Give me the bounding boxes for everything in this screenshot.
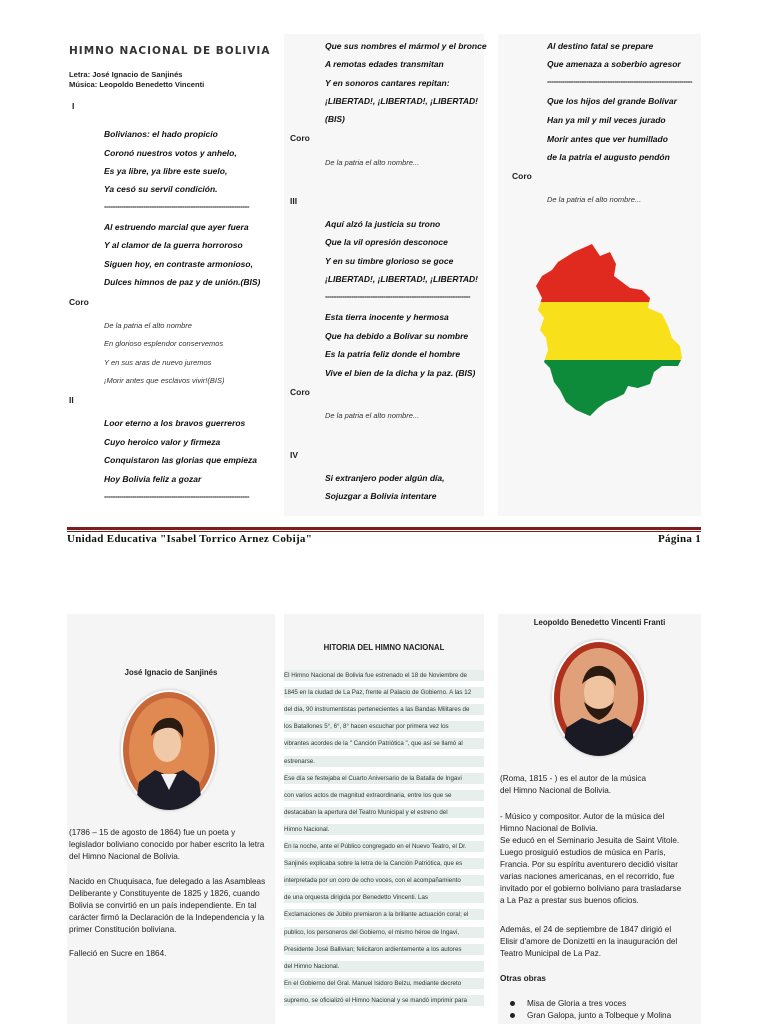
history-line: En la noche, ante el Público congregado en el Nuevo Teatro, el Dr. [284,841,484,852]
verse-line: Esta tierra inocente y hermosa [325,312,449,322]
history-line: 1845 en la ciudad de La Paz, frente al Palacio de Gobierno. A las 12 [284,687,484,698]
verse-line: Si extranjero poder algún día, [325,473,445,483]
stanza-number-1: I [72,101,75,111]
verse-line: Morir antes que ver humillado [547,134,668,144]
lyrics-column-2 [284,34,487,516]
history-line: Ese día se festejaba el Cuarto Aniversario de la Batalla de Ingavi [284,773,484,784]
verse-line: Ya cesó su servil condición. [104,184,218,194]
footer-page-number: Página 1 [658,533,702,545]
panel-heading: Leopoldo Benedetto Vincenti Franti [533,618,666,627]
verse-line: Y en sonoros cantares repitan: [325,78,450,88]
verse-line: Que la vil opresión desconoce [325,237,448,247]
flag-yellow-band [534,302,686,360]
chorus-line: En glorioso esplendor conservemos [104,339,224,348]
history-line: del Himno Nacional. [284,961,484,972]
verse-line: Al estruendo marcial que ayer fuera [104,222,249,232]
history-line: estrenarse. [284,756,484,767]
history-line: los Batallones 5°, 6°, 8° hacen escuchar por primera vez los [284,721,484,732]
lyrics-column-1 [67,34,275,516]
chorus-line: ¡Morir antes que esclavos vivir!(BIS) [104,376,225,385]
chorus-label: Coro [290,387,310,397]
verse-line: de la patria el augusto pendón [547,152,670,162]
vincenti-portrait [552,640,646,756]
other-works-heading: Otras obras [500,974,546,983]
verse-line: Que los hijos del grande Bolívar [547,96,677,106]
other-works-list [510,998,671,1022]
verse-line: Sojuzgar a Bolivia intentare [325,491,437,501]
verse-line: Siguen hoy, en contraste armonioso, [104,259,253,269]
bio-line: Luego prosiguió estudios de música en París, [500,848,666,857]
list-item [510,998,671,1010]
work-title: Gran Galopa, junto a Tolbeque y Molina [527,1011,672,1020]
chorus-label: Coro [512,171,532,181]
history-line: Presidente José Ballivian; felicitaron ardientemente a los autores [284,944,484,955]
bio-line: del Himno Nacional de Bolivia. [500,786,612,795]
history-line: publico, los personeros del Gobierno, el mismo héroe de Ingavi, [284,927,484,938]
verse-line: (BIS) [325,114,345,124]
stanza-number-2: II [69,395,74,405]
flag-red-band [534,242,686,302]
sanjines-portrait [121,690,217,810]
history-line: Exclamaciones de Júbilo premiaron a la brillante actuación coral; el [284,909,484,920]
bio-line: - Músico y compositor. Autor de la música del [500,812,665,821]
anthem-title: HIMNO NACIONAL DE BOLIVIA [69,45,271,57]
bullet-icon [510,1001,515,1006]
bio-line: Bolivia se convirtió en un país independiente. En tal [69,901,257,910]
stanza-number-4: IV [290,450,299,460]
history-line: Sanjinés explicaba sobre la letra de la Canción Patriótica, que es [284,858,484,869]
verse-line: Al destino fatal se prepare [547,41,654,51]
bio-line: Himno Nacional de Bolivia. [500,824,598,833]
verse-line: A remotas edades transmitan [325,59,444,69]
bio-line: varias naciones americanas, en el recorrido, fue [500,872,675,881]
bio-line: Falleció en Sucre en 1864. [69,949,167,958]
footer-school: Unidad Educativa "Isabel Torrico Arnez Cobija" [67,533,313,545]
list-item [510,1010,671,1022]
sanjines-panel [67,614,275,1024]
history-line: supremo, se oficializó el Himno Nacional y se mandó imprimir para [284,995,484,1006]
verse-line: Loor eterno a los bravos guerreros [104,418,246,428]
verse-line: Coronó nuestros votos y anhelo, [104,148,237,158]
history-line: interpretada por un coro de ocho voces, con el acompañamiento [284,875,484,886]
bio-line: legislador boliviano conocido por haber escrito la letra [69,840,265,849]
bio-line: (1786 – 15 de agosto de 1864) fue un poeta y [69,828,236,837]
verse-line: Cuyo heroico valor y firmeza [104,437,221,447]
separator-dashes: ------------------------------------------------------------------- [104,492,249,501]
chorus-label: Coro [69,297,89,307]
stanza-number-3: III [290,196,298,206]
verse-line: Conquistaron las glorias que empieza [104,455,258,465]
panel-heading: José Ignacio de Sanjinés [124,668,218,677]
separator-dashes: ------------------------------------------------------------------- [104,202,249,211]
lyrics-author: Letra: José Ignacio de Sanjinés [69,70,183,79]
verse-line: Han ya mil y mil veces jurado [547,115,666,125]
flag-green-band [534,360,686,418]
history-line: del día, 90 instrumentistas pertenecientes a las Bandas Militares de [284,704,484,715]
verse-line: Aquí alzó la justicia su trono [325,219,441,229]
verse-line: Hoy Bolivia feliz a gozar [104,474,202,484]
lyrics-column-3 [498,34,701,516]
bio-line: primer Constitución boliviana. [69,925,177,934]
history-line: vibrantes acordes de la " Canción Patriótica ", que así se llamó al [284,738,484,749]
bio-line: Francia. Por su espíritu aventurero decidió visitar [500,860,678,869]
verse-line: Es la patria feliz donde el hombre [325,349,461,359]
history-line: con varios actos de magnitud extraordinaria, entre los que se [284,790,484,801]
bio-line: Se educó en el Seminario Jesuita de Saint Vitole. [500,836,680,845]
verse-line: Y al clamor de la guerra horroroso [104,240,243,250]
history-title: HITORIA DEL HIMNO NACIONAL [323,643,445,652]
chorus-line: De la patria el alto nombre... [547,195,642,204]
bio-line: Elisir d'amore de Donizetti en la inauguración del [500,937,678,946]
bio-line: del Himno Nacional de Bolivia. [69,852,181,861]
footer-rule-thin [67,531,701,532]
bio-line: Teatro Municipal de La Paz. [500,949,602,958]
verse-line: Que sus nombres el mármol y el bronce [325,41,487,51]
work-title: Misa de Gloria a tres voces [527,999,627,1008]
verse-line: Bolivianos: el hado propicio [104,129,218,139]
chorus-line: De la patria el alto nombre [104,321,192,330]
history-line: destacaban la apertura del Teatro Municipal y el estreno del [284,807,484,818]
verse-line: Dulces himnos de paz y de unión.(BIS) [104,277,261,287]
bio-line: Nacido en Chuquisaca, fue delegado a las Asambleas [69,877,266,886]
verse-line: Que ha debido a Bolívar su nombre [325,331,469,341]
separator-dashes: ------------------------------------------------------------------- [325,292,470,301]
bio-line: a La Paz a prestar sus buenos oficios. [500,896,639,905]
verse-line: ¡LIBERTAD!, ¡LIBERTAD!, ¡LIBERTAD! [325,274,478,284]
bio-line: (Roma, 1815 - ) es el autor de la música [500,774,647,783]
history-line: El Himno Nacional de Bolivia fue estrenado el 18 de Noviembre de [284,670,484,681]
verse-line: Y en su timbre glorioso se goce [325,256,454,266]
history-line: En el Gobierno del Gral. Manuel Isidoro Belzu, mediante decreto [284,978,484,989]
verse-line: Es ya libre, ya libre este suelo, [104,166,228,176]
verse-line: ¡LIBERTAD!, ¡LIBERTAD!, ¡LIBERTAD! [325,96,478,106]
bio-line: Deliberante y Constituyente de 1825 y 1826, cuando [69,889,260,898]
bio-line: Además, el 24 de septiembre de 1847 dirigió el [500,925,672,934]
chorus-line: De la patria el alto nombre... [325,411,420,420]
footer-rule [67,527,701,530]
history-line: Himno Nacional. [284,824,484,835]
bio-line: carácter firmó la Declaración de la Independencia y la [69,913,265,922]
bullet-icon [510,1013,515,1018]
chorus-line: Y en sus aras de nuevo juremos [104,358,212,367]
music-author: Música: Leopoldo Benedetto Vincenti [69,80,205,89]
separator-dashes: ------------------------------------------------------------------- [547,77,692,86]
verse-line: Que amenaza a soberbio agresor [547,59,681,69]
history-line: de una orquesta dirigida por Benedetto Vincenti. Las [284,892,484,903]
vincenti-panel [498,614,701,1024]
verse-line: Vive el bien de la dicha y la paz. (BIS) [325,368,476,378]
chorus-line: De la patria el alto nombre... [325,158,420,167]
bolivia-flag-map-icon [534,242,686,418]
bio-line: invitado por el gobierno boliviano para trasladarse [500,884,682,893]
chorus-label: Coro [290,133,310,143]
